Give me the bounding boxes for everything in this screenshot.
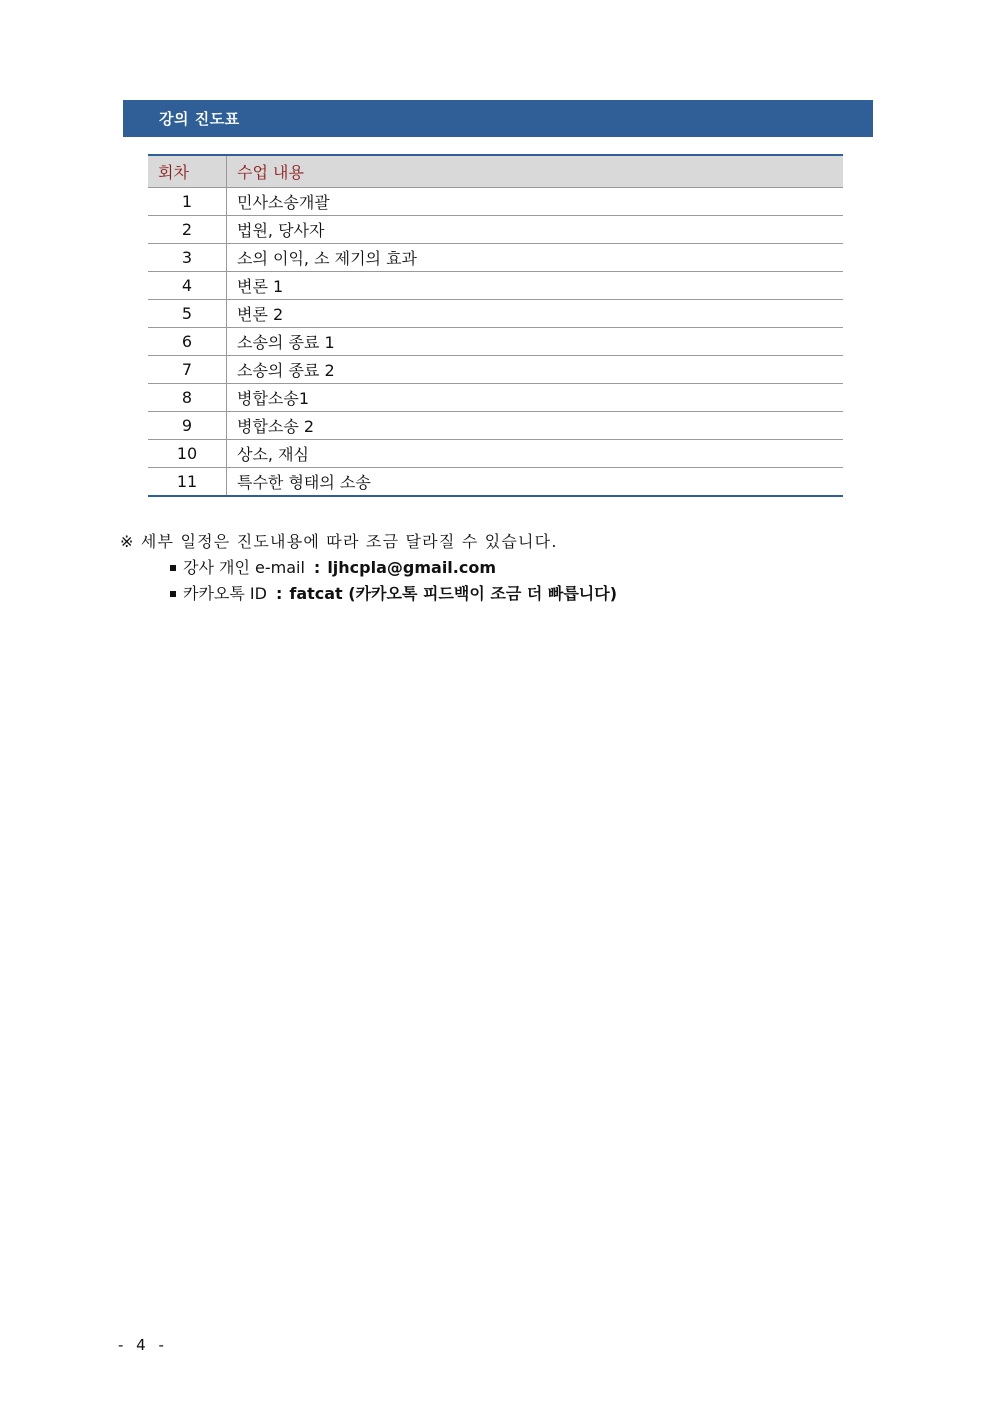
table-row [148,384,843,412]
session-number: 3 [148,244,227,272]
table-row [148,468,843,497]
kakao-note [170,581,617,607]
schedule-note: ※ 세부 일정은 진도내용에 따라 조금 달라질 수 있습니다. [120,532,558,551]
table-row [148,244,843,272]
session-content: 소송의 종료 1 [227,328,844,356]
kakao-label: 카카오톡 ID [183,584,267,603]
email-note [170,555,617,581]
section-header [123,100,873,137]
session-number: 1 [148,188,227,216]
session-content: 소의 이익, 소 제기의 효과 [227,244,844,272]
session-content: 민사소송개괄 [227,188,844,216]
kakao-value: fatcat (카카오톡 피드백이 조금 더 빠릅니다) [289,584,618,603]
session-number: 11 [148,468,227,497]
table-row [148,300,843,328]
table-row [148,412,843,440]
session-content: 상소, 재심 [227,440,844,468]
session-content: 변론 1 [227,272,844,300]
schedule-table [148,154,843,497]
square-bullet-icon [170,591,176,597]
session-content: 소송의 종료 2 [227,356,844,384]
table-row [148,272,843,300]
session-content: 병합소송 2 [227,412,844,440]
session-number: 7 [148,356,227,384]
session-number: 8 [148,384,227,412]
session-number: 10 [148,440,227,468]
header-session: 회차 [148,155,227,188]
section-title: 강의 진도표 [159,110,240,128]
table-row [148,328,843,356]
session-content: 특수한 형태의 소송 [237,473,371,492]
session-number: 9 [148,412,227,440]
session-number: 5 [148,300,227,328]
header-content: 수업 내용 [227,155,844,188]
square-bullet-icon [170,565,176,571]
session-content: 병합소송1 [227,384,844,412]
table-row [148,356,843,384]
notes-section [120,529,617,607]
page-number: - 4 - [118,1336,168,1354]
table-row [148,440,843,468]
session-content: 법원, 당사자 [227,216,844,244]
email-value: ljhcpla@gmail.com [327,558,497,577]
table-row [148,188,843,216]
kakao-separator: : [275,584,283,603]
email-separator: : [313,558,321,577]
session-content: 변론 2 [227,300,844,328]
session-number: 4 [148,272,227,300]
session-number: 6 [148,328,227,356]
session-number: 2 [148,216,227,244]
email-label: 강사 개인 e-mail [183,558,305,577]
table-row [148,216,843,244]
table-header-row [148,155,843,188]
